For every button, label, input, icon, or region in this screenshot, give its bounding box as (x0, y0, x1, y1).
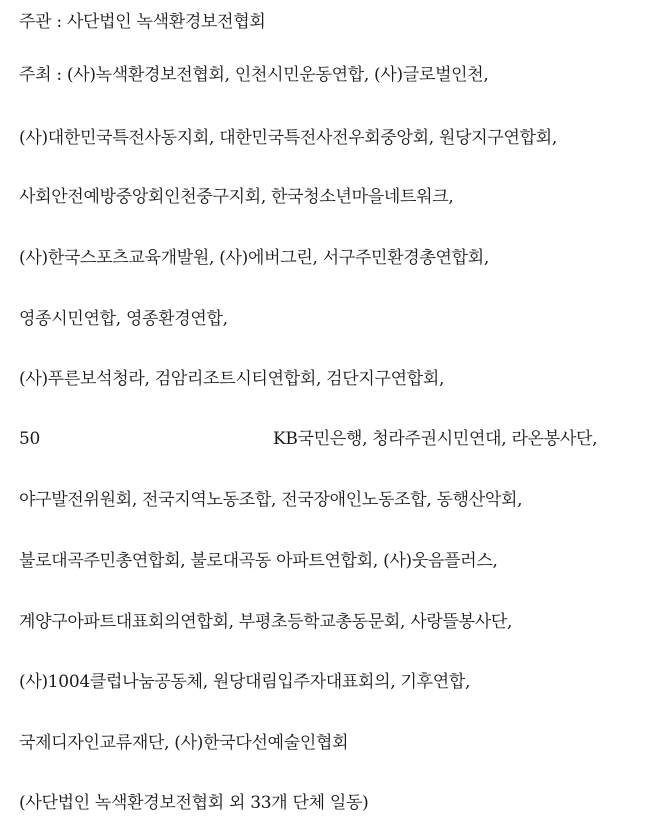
organizer-line: (사)한국스포츠교육개발원, (사)에버그린, 서구주민환경총연합회, (19, 248, 490, 268)
organizer-line: (사)대한민국특전사동지회, 대한민국특전사전우회중앙회, 원당지구연합회, (19, 128, 557, 148)
signature-line: (사단법인 녹색환경보전협회 외 33개 단체 일동) (19, 793, 369, 813)
organizer-line: 불로대곡주민총연합회, 불로대곡동 아파트연합회, (사)웃음플러스, (19, 551, 498, 571)
organizer-line: 국제디자인교류재단, (사)한국다선예술인협회 (19, 733, 349, 753)
split-line-left-text: 50 (19, 429, 41, 449)
organizer-line: 야구발전위원회, 전국지역노동조합, 전국장애인노동조합, 동행산악회, (19, 490, 523, 510)
split-line-right-text: KB국민은행, 청라주권시민연대, 라온봉사단, (273, 429, 598, 449)
organizer-line: 사회안전예방중앙회인천중구지회, 한국청소년마을네트워크, (19, 187, 454, 207)
organizer-line: 계양구아파트대표회의연합회, 부평초등학교총동문회, 사랑뜰봉사단, (19, 612, 513, 632)
organizer-line: (사)1004클럽나눔공동체, 원당대림입주자대표회의, 기후연합, (19, 672, 471, 692)
organizer-line: 영종시민연합, 영종환경연합, (19, 309, 228, 329)
organizer-line: (사)푸른보석청라, 검암리조트시티연합회, 검단지구연합회, (19, 369, 445, 389)
host-line: 주관 : 사단법인 녹색환경보전협회 (19, 12, 266, 32)
organizer-line: 주최 : (사)녹색환경보전협회, 인천시민운동연합, (사)글로벌인천, (19, 65, 489, 85)
